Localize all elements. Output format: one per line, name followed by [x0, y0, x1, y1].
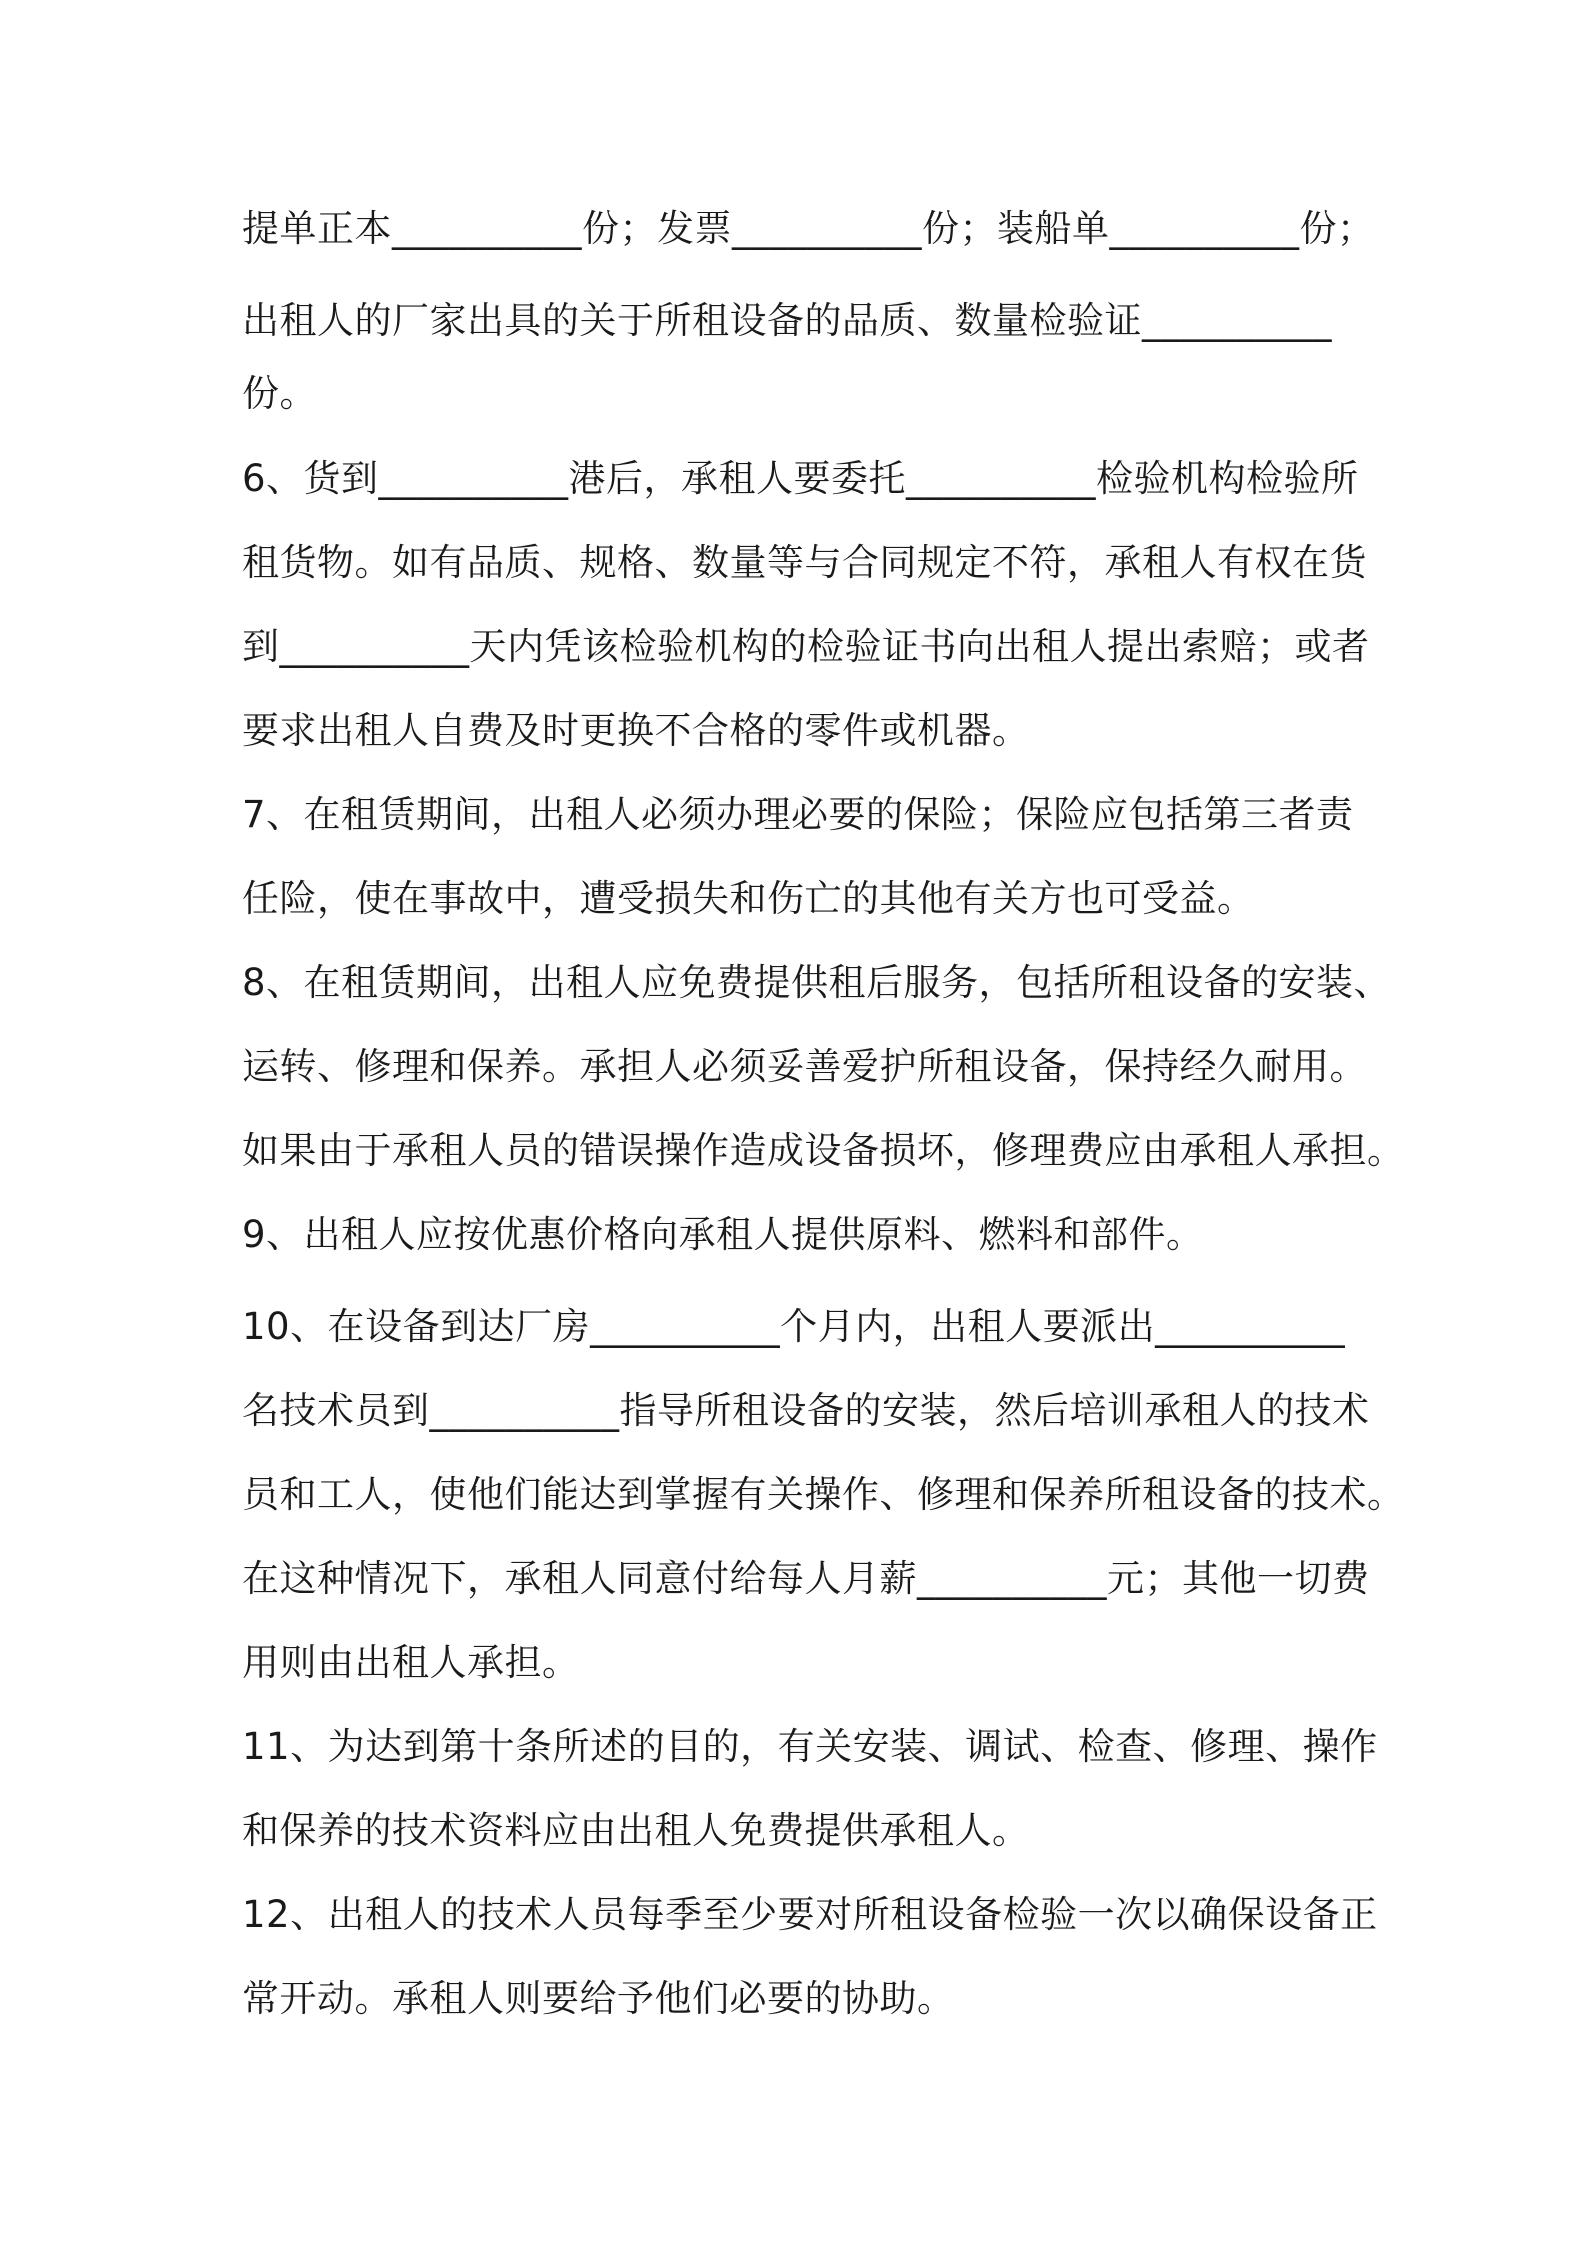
text-line: 和保养的技术资料应由出租人免费提供承租人。 — [242, 1809, 1030, 1852]
text-line: 7、在租赁期间，出租人必须办理必要的保险；保险应包括第三者责 — [242, 793, 1354, 836]
text-line: 常开动。承租人则要给予他们必要的协助。 — [242, 1977, 955, 2020]
text-line: 11、为达到第十条所述的目的，有关安装、调试、检查、修理、操作 — [242, 1725, 1378, 1768]
text-line: 12、出租人的技术人员每季至少要对所租设备检验一次以确保设备正 — [242, 1893, 1378, 1936]
text-line: 在这种情况下，承租人同意付给每人月薪__________元；其他一切费 — [242, 1557, 1370, 1600]
text-line: 如果由于承租人员的错误操作造成设备损坏，修理费应由承租人承担。 — [242, 1129, 1405, 1172]
text-line: 6、货到__________港后，承租人要委托__________检验机构检验所 — [242, 457, 1359, 500]
text-line: 员和工人，使他们能达到掌握有关操作、修理和保养所租设备的技术。 — [242, 1473, 1405, 1516]
text-line: 到__________天内凭该检验机构的检验证书向出租人提出索赔；或者 — [242, 625, 1370, 668]
text-line: 9、出租人应按优惠价格向承租人提供原料、燃料和部件。 — [242, 1213, 1204, 1256]
text-line: 8、在租赁期间，出租人应免费提供租后服务，包括所租设备的安装、 — [242, 961, 1392, 1004]
text-line: 名技术员到__________指导所租设备的安装，然后培训承租人的技术 — [242, 1389, 1370, 1432]
text-line: 用则由出租人承担。 — [242, 1641, 580, 1684]
text-line: 任险，使在事故中，遭受损失和伤亡的其他有关方也可受益。 — [242, 877, 1255, 920]
text-line: 提单正本__________份；发票__________份；装船单__________份； — [242, 207, 1375, 250]
text-line: 运转、修理和保养。承担人必须妥善爱护所租设备，保持经久耐用。 — [242, 1045, 1367, 1088]
text-line: 份。 — [242, 372, 317, 415]
text-line: 要求出租人自费及时更换不合格的零件或机器。 — [242, 709, 1030, 752]
text-line: 出租人的厂家出具的关于所租设备的品质、数量检验证__________ — [242, 299, 1332, 342]
text-line: 租货物。如有品质、规格、数量等与合同规定不符，承租人有权在货 — [242, 541, 1367, 584]
text-line: 10、在设备到达厂房__________个月内，出租人要派出__________ — [242, 1305, 1346, 1348]
